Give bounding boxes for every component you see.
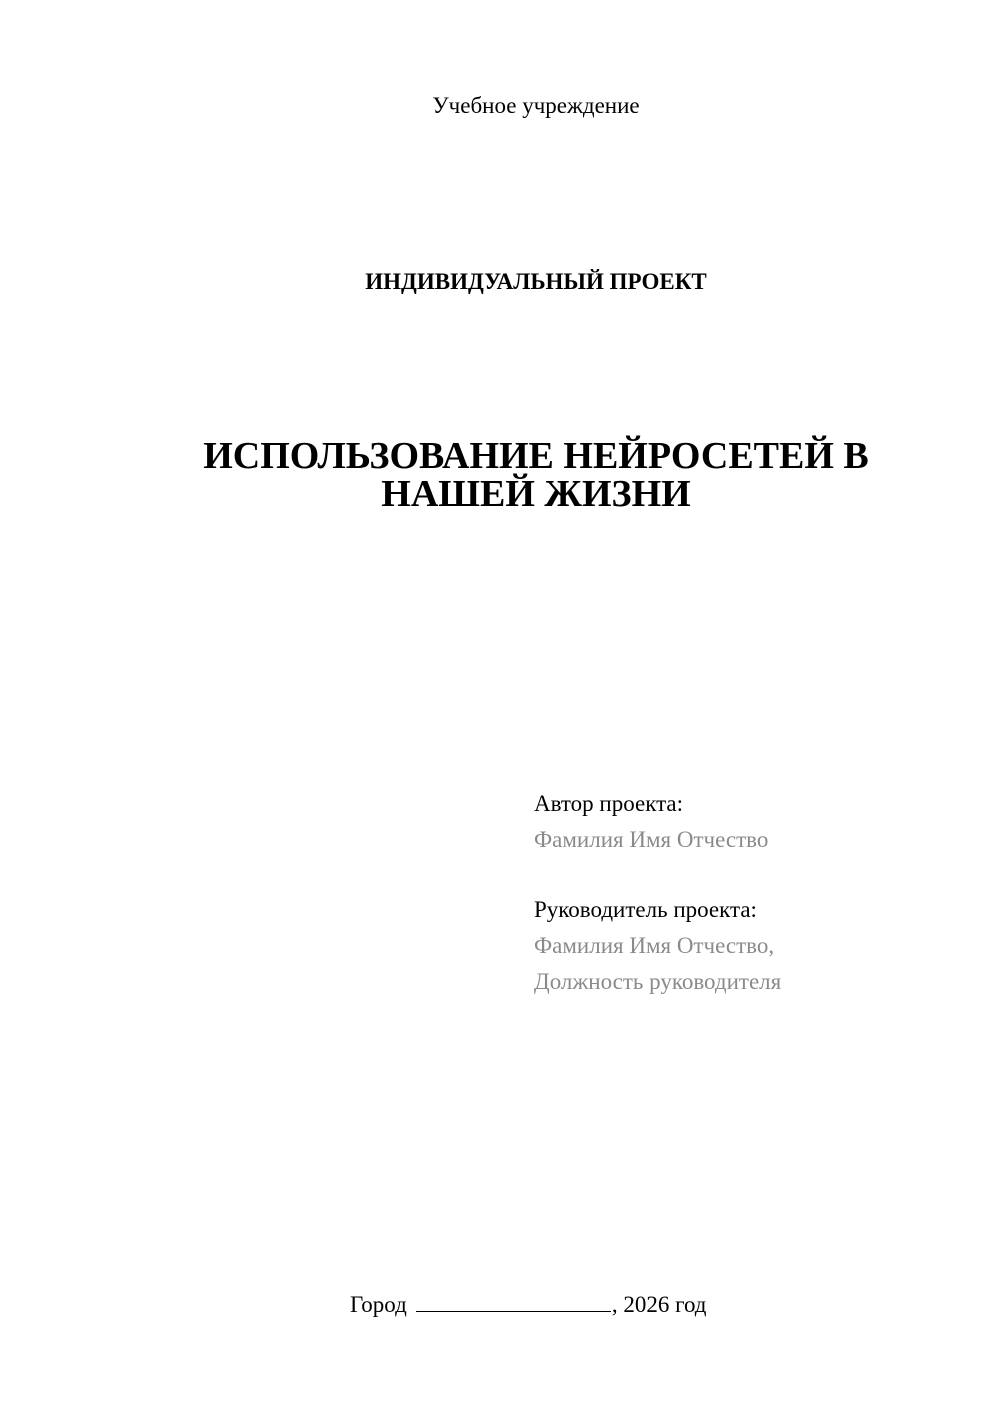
- author-block: [534, 786, 974, 858]
- author-name-placeholder: Фамилия Имя Отчество: [534, 827, 769, 852]
- supervisor-position-placeholder: Должность руководителя: [534, 969, 782, 994]
- project-title-line-1: ИСПОЛЬЗОВАНИЕ НЕЙРОСЕТЕЙ В: [203, 435, 869, 477]
- city-year-line: [350, 1290, 850, 1320]
- author-label: Автор проекта:: [534, 791, 683, 816]
- project-title: [0, 437, 1000, 513]
- project-title-line-2: НАШЕЙ ЖИЗНИ: [381, 473, 691, 515]
- city-blank-underline: [416, 1291, 611, 1312]
- supervisor-label: Руководитель проекта:: [534, 897, 757, 922]
- year-label: , 2026 год: [611, 1292, 707, 1317]
- supervisor-block: [534, 892, 974, 1000]
- institution-name: Учебное учреждение: [432, 93, 640, 118]
- project-type-heading: ИНДИВИДУАЛЬНЫЙ ПРОЕКТ: [365, 269, 707, 294]
- city-label: Город: [350, 1292, 407, 1317]
- supervisor-name-placeholder: Фамилия Имя Отчество,: [534, 933, 775, 958]
